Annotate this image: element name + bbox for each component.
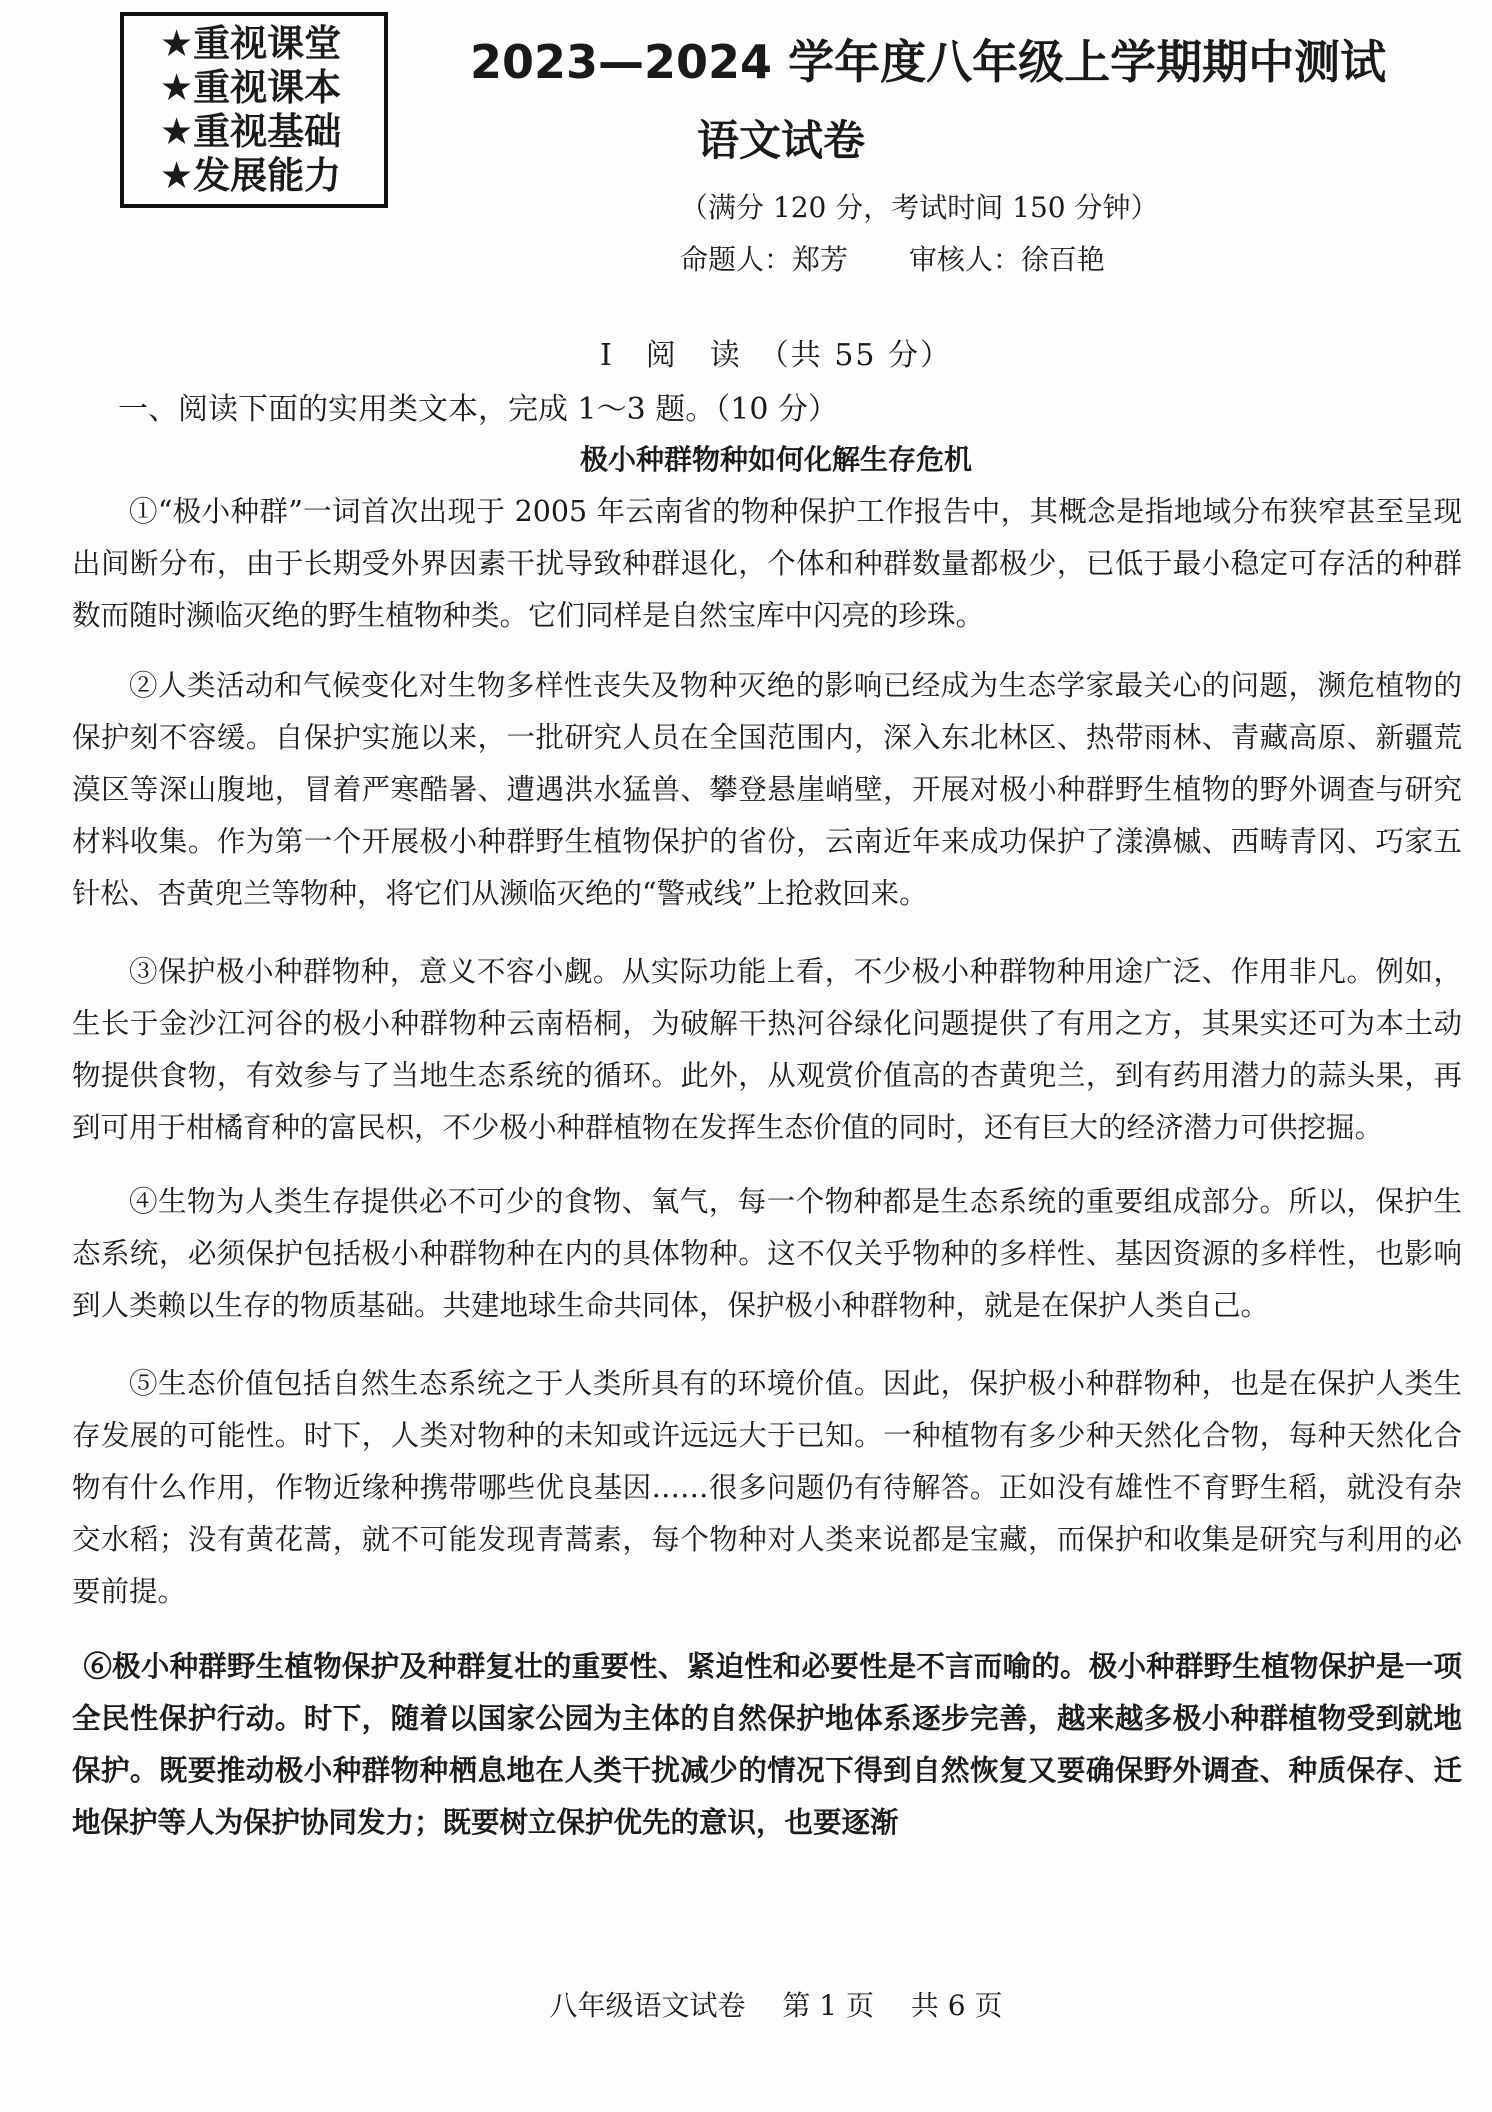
exam-title: 2023—2024 学年度八年级上学期期中测试 [470,35,1387,89]
exam-info: （满分 120 分，考试时间 150 分钟） [680,191,1159,224]
page-footer [0,1984,1492,2024]
slogan-line: ★重视基础 [160,110,342,153]
question-heading: 一、阅读下面的实用类文本，完成 1～3 题。（10 分） [118,392,838,427]
article-paragraph: ④生物为人类生存提供必不可少的食物、氧气，每一个物种都是生态系统的重要组成部分。所以，保护生态系统，必须保护包括极小种群物种在内的具体物种。这不仅关乎物种的多样性、基因资源的多样性，也影响到人类赖以生存的物质基础。共建地球生命共同体，保护极小种群物种，就是在保护人类自己。 [72,1185,1462,1322]
footer-paper-name: 八年级语文试卷 [549,1989,746,2022]
article-title: 极小种群物种如何化解生存危机 [579,443,972,476]
article-paragraph: ③保护极小种群物种，意义不容小觑。从实际功能上看，不少极小种群物种用途广泛、作用非凡。例如，生长于金沙江河谷的极小种群物种云南梧桐，为破解干热河谷绿化问题提供了有用之方，其果实还可为本土动物提供食物，有效参与了当地生态系统的循环。此外，从观赏价值高的杏黄兜兰，到有药用潜力的蒜头果，再到可用于柑橘育种的富民枳，不少极小种群植物在发挥生态价值的同时，还有巨大的经济潜力可供挖掘。 [72,955,1462,1144]
article-paragraph: ①“极小种群”一词首次出现于 2005 年云南省的物种保护工作报告中，其概念是指地域分布狭窄甚至呈现出间断分布，由于长期受外界因素干扰导致种群退化，个体和种群数量都极少，已低于最小稳定可存活的种群数而随时濒临灭绝的野生植物种类。它们同样是自然宝库中闪亮的珍珠。 [72,495,1462,632]
article-paragraph: ②人类活动和气候变化对生物多样性丧失及物种灭绝的影响已经成为生态学家最关心的问题，濒危植物的保护刻不容缓。自保护实施以来，一批研究人员在全国范围内，深入东北林区、热带雨林、青藏高原、新疆荒漠区等深山腹地，冒着严寒酷暑、遭遇洪水猛兽、攀登悬崖峭壁，开展对极小种群野生植物的野外调查与研究材料收集。作为第一个开展极小种群野生植物保护的省份，云南近年来成功保护了漾濞槭、西畴青冈、巧家五针松、杏黄兜兰等物种，将它们从濒临灭绝的“警戒线”上抢救回来。 [72,669,1462,910]
slogan-line: ★重视课堂 [160,22,342,65]
slogan-line: ★重视课本 [160,66,342,109]
footer-page-total: 共 6 页 [910,1989,1003,2022]
reviewer-label: 审核人：徐百艳 [908,243,1105,276]
article-paragraph: ⑤生态价值包括自然生态系统之于人类所具有的环境价值。因此，保护极小种群物种，也是在保护人类生存发展的可能性。时下，人类对物种的未知或许远远大于已知。一种植物有多少种天然化合物，每种天然化合物有什么作用，作物近缘种携带哪些优良基因……很多问题仍有待解答。正如没有雄性不育野生稻，就没有杂交水稻；没有黄花蒿，就不可能发现青蒿素，每个物种对人类来说都是宝藏，而保护和收集是研究与利用的必要前提。 [72,1367,1462,1608]
footer-page-current: 第 1 页 [782,1989,874,2022]
article-body [72,486,1462,1852]
section-heading: Ⅰ 阅 读 （共 55 分） [599,338,953,373]
authors-line [680,238,1157,278]
author-label: 命题人：郑芳 [680,243,849,276]
article-paragraph: ⑥极小种群野生植物保护及种群复壮的重要性、紧迫性和必要性是不言而喻的。极小种群野生植物保护是一项全民性保护行动。时下，随着以国家公园为主体的自然保护地体系逐步完善，越来越多极小种群植物受到就地保护。既要推动极小种群物种栖息地在人类干扰减少的情况下得到自然恢复又要确保野外调查、种质保存、迁地保护等人为保护协同发力；既要树立保护优先的意识，也要逐渐 [72,1649,1462,1839]
slogan-line: ★发展能力 [160,154,342,197]
exam-subtitle: 语文试卷 [696,116,865,165]
